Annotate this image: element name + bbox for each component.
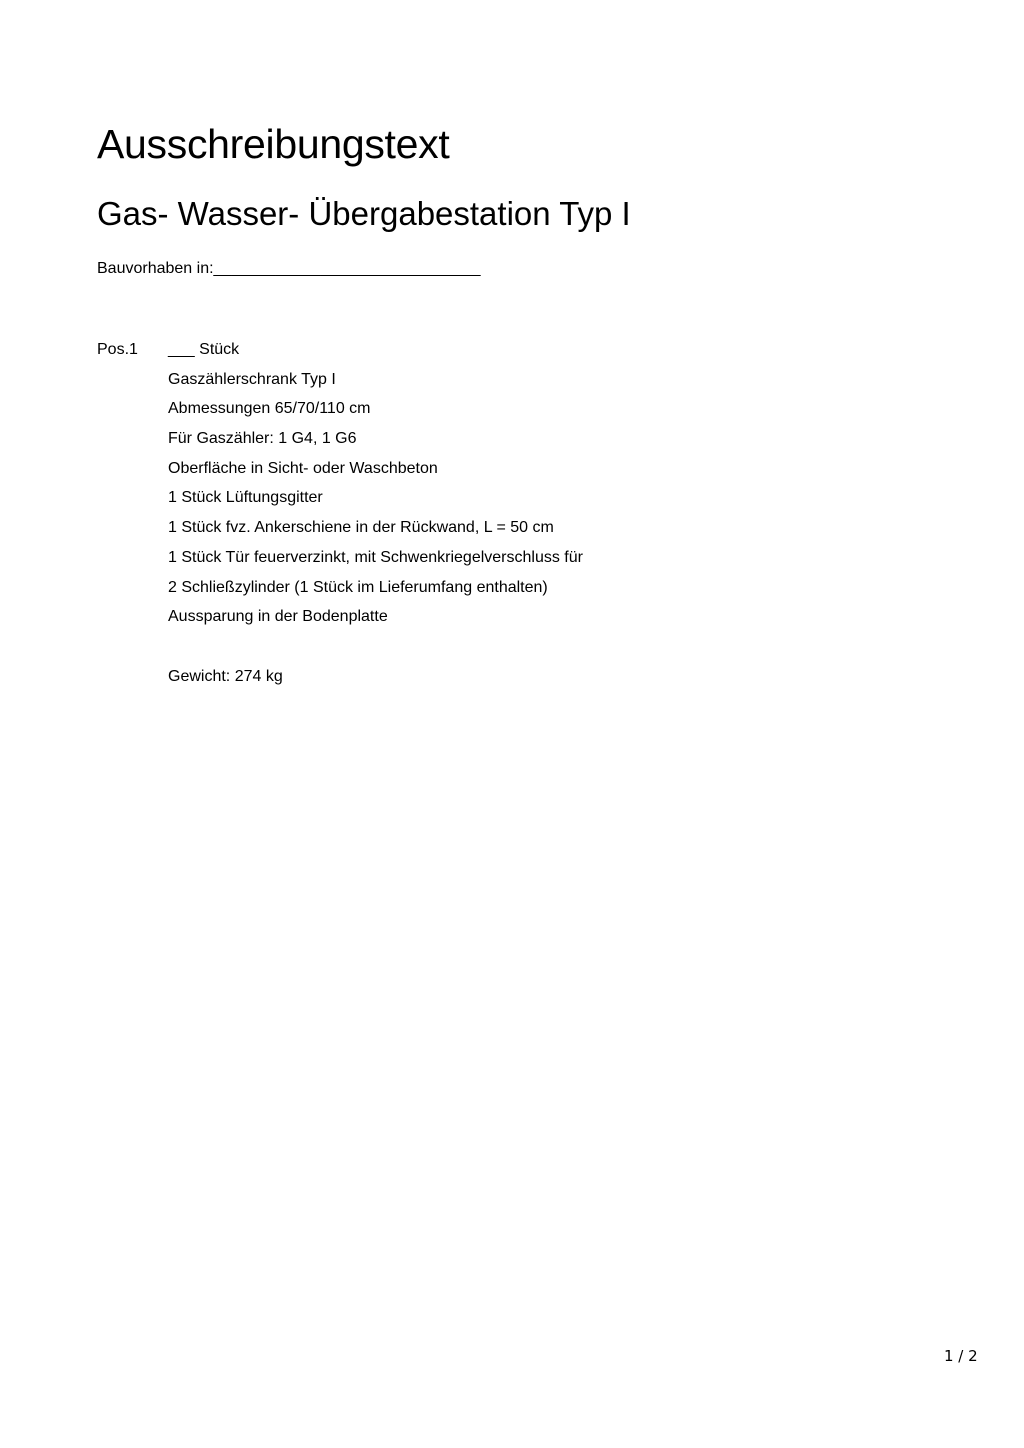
position-line: Oberfläche in Sicht- oder Waschbeton xyxy=(168,459,438,477)
document-subtitle: Gas- Wasser- Übergabestation Typ I xyxy=(97,195,631,232)
blank-line xyxy=(168,637,868,667)
position-line: 1 Stück fvz. Ankerschiene in der Rückwand, L = 50 cm xyxy=(168,519,554,537)
document-title: Ausschreibungstext xyxy=(97,121,450,167)
position-line: 1 Stück Tür feuerverzinkt, mit Schwenkriegelverschluss für xyxy=(168,548,583,566)
position-label: Pos.1 xyxy=(97,341,138,358)
page-number: 1 / 2 xyxy=(944,1347,978,1365)
position-description xyxy=(168,340,868,696)
position-quantity: ___ Stück xyxy=(168,341,240,358)
position-line: Aussparung in der Bodenplatte xyxy=(168,608,388,626)
position-line: 1 Stück Lüftungsgitter xyxy=(168,489,323,507)
position-line: Abmessungen 65/70/110 cm xyxy=(168,400,371,418)
project-line: Bauvorhaben in:______________________________ xyxy=(97,260,481,277)
position-line: Für Gaszähler: 1 G4, 1 G6 xyxy=(168,430,357,448)
position-line: 2 Schließzylinder (1 Stück im Lieferumfang enthalten) xyxy=(168,578,548,596)
position-weight: Gewicht: 274 kg xyxy=(168,667,283,685)
position-line: Gaszählerschrank Typ I xyxy=(168,370,336,388)
